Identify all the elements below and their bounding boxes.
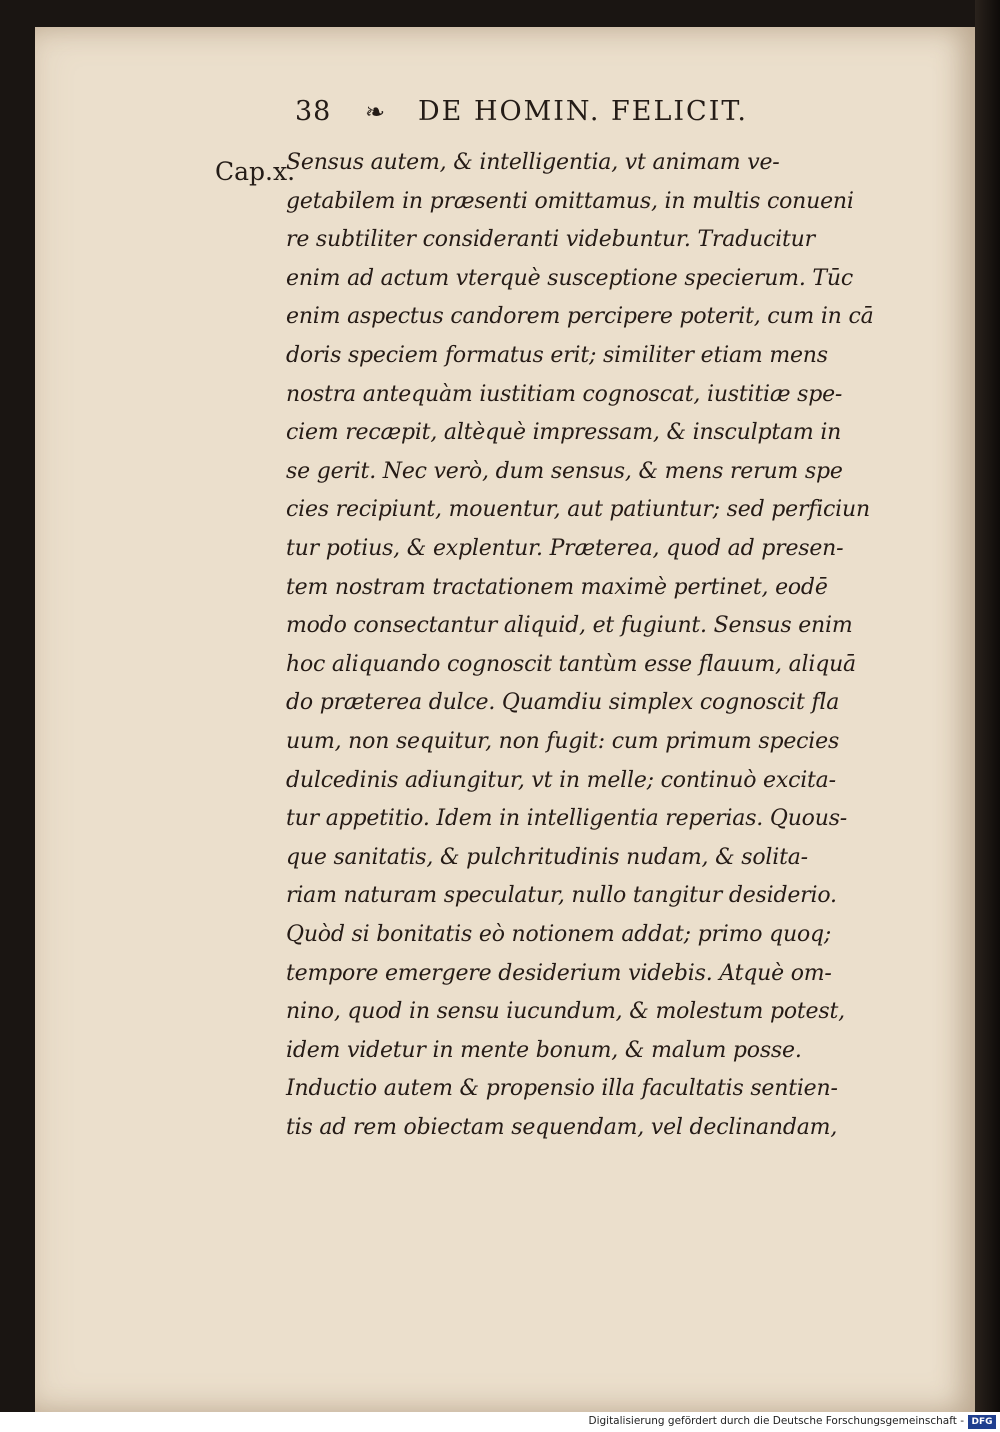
text-line: tem nostram tractationem maximè pertinet, eodē	[286, 574, 828, 600]
running-head-title: DE HOMIN. FELICIT.	[418, 96, 748, 127]
text-line: ciem recæpit, altèquè impressam, & insculptam in	[286, 420, 842, 446]
text-line: dulcedinis adiungitur, vt in melle; continuò excita-	[286, 767, 836, 793]
funding-credit: Digitalisierung gefördert durch die Deutsche Forschungsgemeinschaft -	[588, 1415, 964, 1427]
text-line: cies recipiunt, mouentur, aut patiuntur; sed perficiun	[286, 497, 870, 523]
text-line: tur appetitio. Idem in intelligentia reperias. Quous-	[286, 806, 848, 832]
text-line: do præterea dulce. Quamdiu simplex cognoscit fla	[286, 690, 840, 716]
text-line: modo consectantur aliquid, et fugiunt. Sensus enim	[286, 613, 853, 639]
text-line: uum, non sequitur, non fugit: cum primum species	[286, 729, 840, 754]
text-line: nostra antequàm iustitiam cognoscat, iustitiæ spe-	[286, 381, 843, 407]
text-line: getabilem in præsenti omittamus, in multis conueni	[286, 188, 854, 214]
running-head	[295, 96, 795, 140]
scan-background-edge	[975, 0, 1000, 1412]
marginal-chapter-note: Cap.x.	[215, 157, 296, 186]
page-number: 38	[295, 96, 332, 127]
text-line: nino, quod in sensu iucundum, & molestum potest,	[286, 999, 845, 1025]
text-line: Quòd si bonitatis eò notionem addat; primo quoq;	[286, 922, 832, 947]
text-line: tempore emergere desiderium videbis. Atquè om-	[286, 960, 832, 986]
text-line: tur potius, & explentur. Præterea, quod ad presen-	[286, 536, 844, 561]
digitization-footer	[0, 1412, 1000, 1432]
fleuron-ornament-icon: ❧	[365, 98, 387, 126]
text-line: re subtiliter consideranti videbuntur. Traducitur	[286, 227, 815, 253]
text-line: enim aspectus candorem percipere poterit, cum in cā	[286, 304, 874, 330]
text-line: hoc aliquando cognoscit tantùm esse flauum, aliquā	[286, 651, 856, 677]
dfg-logo-icon: DFG	[968, 1415, 996, 1429]
text-line: doris speciem formatus erit; similiter etiam mens	[286, 343, 828, 368]
text-line: tis ad rem obiectam sequendam, vel declinandam,	[286, 1115, 838, 1140]
text-line: se gerit. Nec verò, dum sensus, & mens rerum spe	[286, 458, 843, 484]
text-line: idem videtur in mente bonum, & malum posse.	[286, 1037, 802, 1063]
text-line: que sanitatis, & pulchritudinis nudam, & solita-	[286, 844, 808, 870]
text-line: Inductio autem & propensio illa facultatis sentien-	[286, 1076, 838, 1102]
text-line: enim ad actum vterquè susceptione specierum. Tūc	[286, 265, 853, 291]
text-line: riam naturam speculatur, nullo tangitur desiderio.	[286, 883, 837, 909]
text-line: Sensus autem, & intelligentia, vt animam ve-	[286, 150, 780, 175]
